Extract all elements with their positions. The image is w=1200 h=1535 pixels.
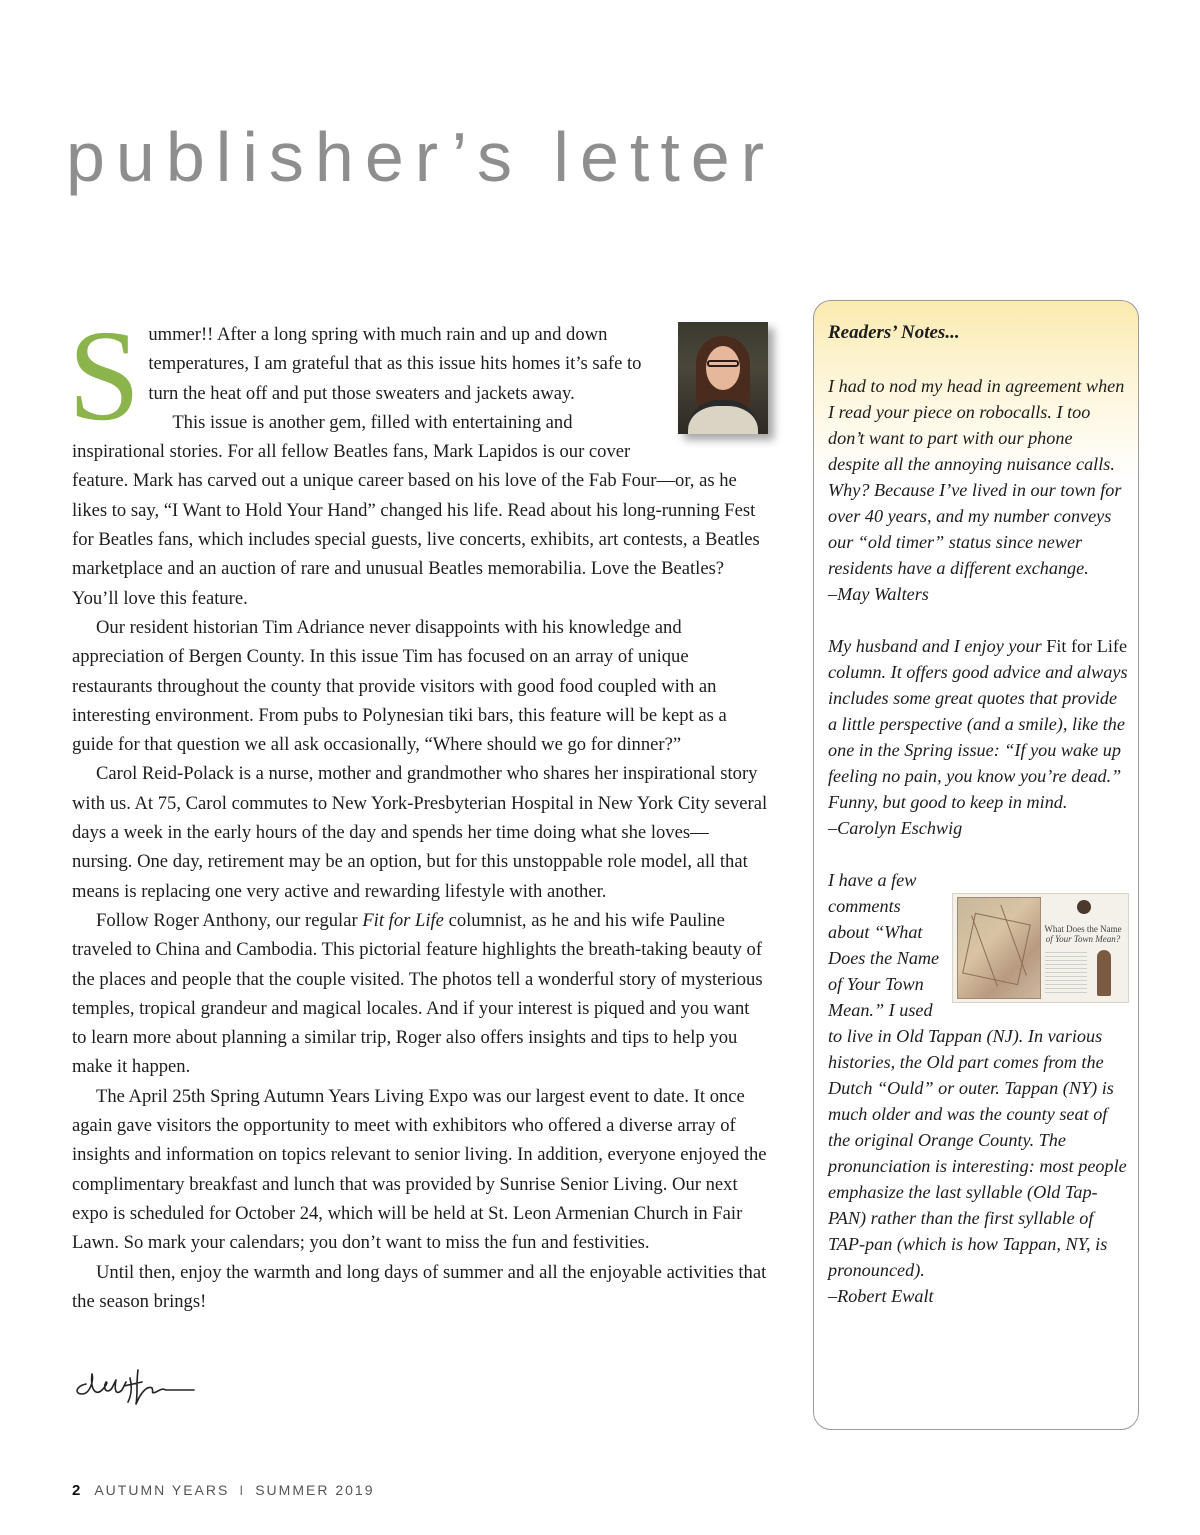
reader-note-text: What Does the Name of Your Town Mean? I have a few comments about “What Does the Name of Your Town Mean.” I used to live in Old Tappan (NJ). In various histories, the Old part comes from the Dutch “Ould” or outer. Tappan (NY) is much older and was the county seat of the original Orange County. The pronunciation is interesting: most people emphasize the last syllable (Old Tap-PAN) rather than the first syllable of TAP-pan (which is how Tappan, NY, is pronounced). xyxy=(828,867,1128,1283)
publisher-signature xyxy=(72,1360,197,1410)
reader-note-author: –May Walters xyxy=(828,584,929,604)
drop-cap: S xyxy=(68,304,141,448)
column-name: Fit for Life xyxy=(362,909,444,931)
reader-note-3 xyxy=(828,867,1128,1309)
map-image xyxy=(957,897,1041,999)
letter-paragraph-6: Until then, enjoy the warmth and long days of summer and all the enjoyable activities that the season brings! xyxy=(72,1261,767,1312)
footer-separator: I xyxy=(239,1482,246,1498)
publisher-photo xyxy=(678,322,768,434)
publication-name: AUTUMN YEARS xyxy=(94,1482,230,1498)
letter-paragraph-5: The April 25th Spring Autumn Years Living Expo was our largest event to date. It once again gave visitors the opportunity to meet with exhibitors who offered a diverse array of insights and information on topics relevant to senior living. In addition, everyone enjoyed the complimentary breakfast and lunch that was provided by Sunrise Senior Living. Our next expo is scheduled for October 24, which will be held at St. Leon Armenian Church in Fair Lawn. So mark your calendars; you don’t want to miss the fun and festivities. xyxy=(72,1085,767,1254)
inset-title: What Does the Name of Your Town Mean? xyxy=(1044,924,1122,944)
letter-intro-text: ummer!! After a long spring with much rain and up and down temperatures, I am grateful that as this issue hits homes it’s safe to turn the heat off and put those sweaters and jackets away. xyxy=(148,324,642,404)
letter-paragraph-4: Follow Roger Anthony, our regular Fit for Life columnist, as he and his wife Pauline traveled to China and Cambodia. This pictorial feature highlights the breath-taking beauty of the places and people that the couple visited. The photos tell a wonderful story of mysterious temples, tropical grandeur and magical locales. And if your interest is piqued and you want to learn more about planning a similar trip, Roger also offers insights and tips to help you make it happen. xyxy=(72,909,763,1078)
publisher-letter-body xyxy=(68,304,768,1316)
letter-paragraph-1 xyxy=(68,304,768,613)
letter-cover-text: This issue is another gem, filled with entertaining and inspirational stories. For all fellow Beatles fans, Mark Lapidos is our cover feature. Mark has carved out a unique career based on his love of the Fab Four—or, as he likes to say, “I Want to Hold Your Hand” changed his life. Read about his long-running Fest for Beatles fans, which includes special guests, live concerts, exhibits, art contests, a Beatles marketplace and an auction of rare and unusual Beatles memorabilia. Love the Beatles? You’ll love this feature. xyxy=(72,411,760,609)
page-number: 2 xyxy=(72,1482,81,1499)
issue-label: SUMMER 2019 xyxy=(255,1482,375,1498)
page-footer xyxy=(72,1482,374,1499)
letter-paragraph-2: Our resident historian Tim Adriance never disappoints with his knowledge and appreciation of Bergen County. In this issue Tim has focused on an array of unique restaurants throughout the county that provide visitors with good food coupled with an interesting environment. From pubs to Polynesian tiki bars, this feature will be kept as a guide for that question we all ask occasionally, “Where should we go for dinner?” xyxy=(72,616,727,756)
reader-note-text: My husband and I enjoy your Fit for Life column. It offers good advice and always includes some great quotes that provide a little perspective (and a smile), like the one in the Spring issue: “If you wake up feeling no pain, you know you’re dead.” Funny, but good to keep in mind. xyxy=(828,636,1128,812)
readers-notes-title: Readers’ Notes... xyxy=(828,322,960,343)
town-name-article-thumbnail xyxy=(952,893,1129,1003)
page-title: publisher’s letter xyxy=(66,118,776,196)
letter-paragraph-3: Carol Reid-Polack is a nurse, mother and grandmother who shares her inspirational story with us. At 75, Carol commutes to New York-Presbyterian Hospital in New York City several days a week in the early hours of the day and spends her time doing what she loves—nursing. One day, retirement may be an option, but for this unstoppable role model, all that means is replacing one very active and rewarding lifestyle with another. xyxy=(72,763,768,902)
reader-note-2 xyxy=(828,633,1128,841)
reader-note-author: –Robert Ewalt xyxy=(828,1286,934,1306)
reader-note-text: I had to nod my head in agreement when I read your piece on robocalls. I too don’t want to part with our phone despite all the annoying nuisance calls. Why? Because I’ve lived in our town for over 40 years, and my number conveys our “old timer” status since newer residents have a different exchange. xyxy=(828,376,1125,578)
reader-note-author: –Carolyn Eschwig xyxy=(828,818,963,838)
reader-note-1 xyxy=(828,373,1128,607)
readers-notes-box xyxy=(813,300,1139,1430)
